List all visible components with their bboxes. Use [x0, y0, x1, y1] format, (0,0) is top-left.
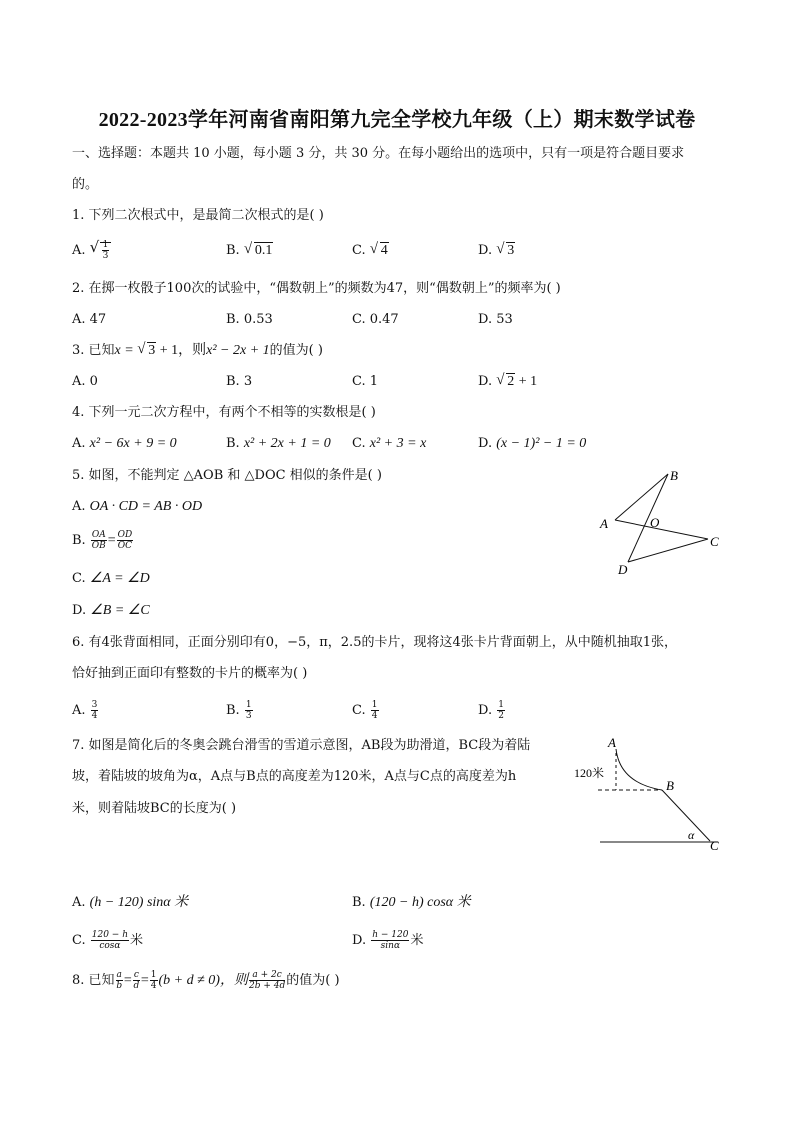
q3-d-label: D.	[478, 374, 493, 389]
q5-b-frac2	[117, 530, 134, 551]
q1-d-label: D.	[478, 243, 493, 258]
q4-option-a	[72, 435, 177, 453]
q7-line3: 米，则着陆坡BC的长度为( )	[72, 801, 237, 816]
q8-pre: 8. 已知	[72, 973, 115, 988]
q6-option-d	[478, 700, 506, 721]
q6-c-label: C.	[352, 703, 366, 718]
q5-c-label: C.	[72, 571, 86, 586]
q4-a-expr: x² − 6x + 9 = 0	[89, 436, 177, 451]
q8-num1: a	[116, 970, 122, 980]
q5-a-label: A.	[72, 499, 86, 514]
q8-frac-ab	[116, 970, 123, 991]
q8-frac-target	[249, 970, 285, 991]
q7-option-d	[352, 930, 424, 951]
q4-a-label: A.	[72, 436, 86, 451]
q7-label-c: C	[710, 838, 719, 853]
q4-b-label: B.	[226, 436, 240, 451]
q8-stem: 8. 已知 $\frac{a}{b}$ = $\frac{c}{d}$ = $\frac{1}{4}$ (b + d ≠ 0)，则 $\frac{a + 2c}{2b + 4d}$ 的值为( )	[72, 970, 340, 991]
q5-c-expr: ∠A = ∠D	[89, 571, 150, 586]
q3-option-b: B. 3	[226, 374, 253, 389]
q7-d-den: sinα	[380, 941, 401, 951]
q4-stem: 4. 下列一元二次方程中，有两个不相等的实数根是( )	[72, 405, 376, 420]
q1-c-sqrt	[370, 242, 389, 260]
q8-mid: (b + d ≠ 0)，则	[158, 973, 248, 988]
q8-den3: 4	[150, 981, 157, 991]
q7-label-height: 120米	[574, 766, 605, 780]
q8-num3: 1	[150, 970, 157, 980]
q6-option-b	[226, 700, 254, 721]
q5-d-expr: ∠B = ∠C	[90, 603, 150, 618]
q7-d-unit: 米	[410, 933, 424, 948]
q5-b-num2: OD	[117, 530, 133, 540]
q2-option-b: B. 0.53	[226, 312, 273, 327]
q4-c-expr: x² + 3 = x	[369, 436, 427, 451]
q8-end: 的值为( )	[286, 973, 340, 988]
q3-stem	[72, 342, 323, 360]
q7-option-b	[352, 894, 471, 912]
q6-option-a	[72, 700, 99, 721]
q5-b-den1: OB	[91, 541, 106, 551]
q2-stem: 2. 在掷一枚骰子100次的试验中，“偶数朝上”的频数为47，则“偶数朝上”的频率为( )	[72, 281, 561, 296]
q6-c-den: 4	[371, 711, 378, 721]
q1-a-num: √ 1	[102, 240, 109, 250]
q6-c-frac	[371, 700, 379, 721]
q1-c-label: C.	[352, 243, 366, 258]
q5-label-d: D	[618, 562, 628, 577]
q1-a-label: A.	[72, 243, 86, 258]
q6-line1: 6. 有4张背面相同，正面分别印有0，−5，π，2.5的卡片，现将这4张卡片背面朝上，从中随机抽取1张，	[72, 635, 678, 650]
q7-label-a: A	[608, 735, 616, 750]
q6-option-c	[352, 700, 380, 721]
q3-option-a: A. 0	[72, 374, 98, 389]
q8-den2: d	[133, 981, 140, 991]
q7-c-unit: 米	[130, 933, 144, 948]
q5-b-frac1	[91, 530, 107, 551]
q8-frac-quarter	[150, 970, 158, 991]
q1-b-radicand: 0.1	[254, 243, 273, 258]
q7-d-frac	[371, 930, 409, 951]
q4-option-c	[352, 435, 426, 453]
q6-b-den: 3	[245, 711, 252, 721]
q4-option-b	[226, 435, 331, 453]
q2-option-a: A. 47	[72, 312, 107, 327]
q6-a-frac	[91, 700, 99, 721]
q1-option-b	[226, 242, 273, 260]
q2-option-d: D. 53	[478, 312, 513, 327]
q1-option-a	[72, 240, 111, 261]
q1-d-sqrt	[496, 242, 515, 260]
q5-label-c: C	[710, 534, 719, 549]
q7-line2: 坡，着陆坡的坡角为α，A点与B点的高度差为120米，A点与C点的高度差为h	[72, 769, 517, 784]
q4-b-expr: x² + 2x + 1 = 0	[243, 436, 331, 451]
q4-option-d	[478, 435, 586, 453]
q7-line1: 7. 如图是简化后的冬奥会跳台滑雪的雪道示意图，AB段为助滑道，BC段为着陆	[72, 738, 531, 753]
q6-a-num: 3	[91, 700, 98, 710]
q3-d-radicand: 2	[507, 374, 515, 389]
q5-option-d	[72, 602, 150, 620]
q1-option-d	[478, 242, 515, 260]
q6-b-num: 1	[245, 700, 252, 710]
section-instructions-line2: 的。	[72, 177, 99, 192]
q3-option-c: C. 1	[352, 374, 379, 389]
q5-segment-ba	[615, 474, 668, 520]
q7-c-frac	[91, 930, 129, 951]
q3-stem-radicand: 3	[148, 343, 156, 358]
q5-label-b: B	[670, 468, 678, 483]
q3-d-tail: + 1	[515, 374, 538, 389]
q3-stem-end: 的值为( )	[269, 343, 323, 358]
q7-option-c	[72, 930, 143, 951]
q5-stem: 5. 如图，不能判定 △AOB 和 △DOC 相似的条件是( )	[72, 468, 382, 483]
q8-den1: b	[116, 981, 123, 991]
q7-label-b: B	[666, 778, 674, 793]
q3-stem-plus: + 1，则	[156, 343, 207, 358]
q5-label-o: O	[650, 515, 660, 530]
q8-frac-cd	[133, 970, 140, 991]
q7-b-label: B.	[352, 895, 366, 910]
q7-c-num: 120 − h	[91, 930, 129, 940]
q7-d-label: D.	[352, 933, 367, 948]
q1-stem: 1. 下列二次根式中，是最简二次根式的是( )	[72, 208, 324, 223]
q5-b-eq: =	[107, 533, 116, 548]
q3-stem-pre: 3. 已知	[72, 343, 115, 358]
q7-segment-bc	[662, 790, 710, 841]
q7-b-expr: (120 − h) cosα 米	[369, 895, 471, 910]
q5-a-expr: OA · CD = AB · OD	[89, 499, 203, 514]
q7-a-label: A.	[72, 895, 86, 910]
q3-d-sqrt	[496, 373, 515, 391]
q1-a-sqrt	[90, 240, 112, 261]
page-title: 2022-2023学年河南省南阳第九完全学校九年级（上）期末数学试卷	[98, 109, 696, 131]
q1-d-radicand: 3	[507, 243, 515, 258]
q8-num4: a + 2c	[249, 970, 285, 981]
q4-c-label: C.	[352, 436, 366, 451]
q5-label-a: A	[600, 516, 608, 531]
q1-b-label: B.	[226, 243, 240, 258]
q6-b-frac	[245, 700, 253, 721]
q6-a-den: 4	[91, 711, 98, 721]
q5-segment-dc	[628, 539, 708, 562]
q5-b-label: B.	[72, 533, 86, 548]
q3-stem-expr: x² − 2x + 1	[206, 343, 270, 358]
q6-d-label: D.	[478, 703, 493, 718]
q4-d-expr: (x − 1)² − 1 = 0	[496, 436, 587, 451]
q7-c-label: C.	[72, 933, 86, 948]
q1-option-c	[352, 242, 389, 260]
q5-segment-bd	[628, 474, 668, 562]
q2-option-c: C. 0.47	[352, 312, 399, 327]
q6-d-num: 1	[498, 700, 504, 710]
q7-a-expr: (h − 120) sinα 米	[89, 895, 189, 910]
section-instructions-line1: 一、选择题：本题共 10 小题，每小题 3 分，共 30 分。在每小题给出的选项中，只有一项是符合题目要求	[72, 146, 685, 161]
q1-c-radicand: 4	[380, 243, 388, 258]
q6-c-num: 1	[371, 700, 378, 710]
q3-stem-x: x =	[114, 343, 138, 358]
q5-d-label: D.	[72, 603, 87, 618]
q6-d-frac	[497, 700, 505, 721]
q4-d-label: D.	[478, 436, 493, 451]
q5-segment-ac	[615, 520, 708, 539]
q1-b-sqrt	[244, 242, 274, 260]
q5-figure	[590, 462, 730, 587]
q5-option-b	[72, 530, 134, 551]
q3-option-d	[478, 373, 537, 391]
q7-c-den: cosα	[99, 941, 121, 951]
q6-a-label: A.	[72, 703, 86, 718]
q7-label-angle: α	[688, 828, 695, 842]
q5-option-c	[72, 570, 150, 588]
q5-b-num1: OA	[91, 530, 106, 540]
q7-curve-ab	[616, 749, 662, 790]
q6-d-den: 2	[498, 711, 504, 721]
q5-option-a	[72, 498, 202, 516]
q6-b-label: B.	[226, 703, 240, 718]
q5-b-den2: OC	[117, 541, 133, 551]
q7-d-num: h − 120	[372, 930, 409, 940]
q7-figure	[570, 735, 730, 855]
q7-option-a	[72, 894, 188, 912]
q8-den4: 2b + 4d	[248, 981, 286, 991]
q6-line2: 恰好抽到正面印有整数的卡片的概率为( )	[72, 666, 308, 681]
q3-stem-sqrt	[137, 342, 156, 360]
q8-num2: c	[133, 970, 139, 980]
q1-a-den: 3	[102, 251, 109, 261]
